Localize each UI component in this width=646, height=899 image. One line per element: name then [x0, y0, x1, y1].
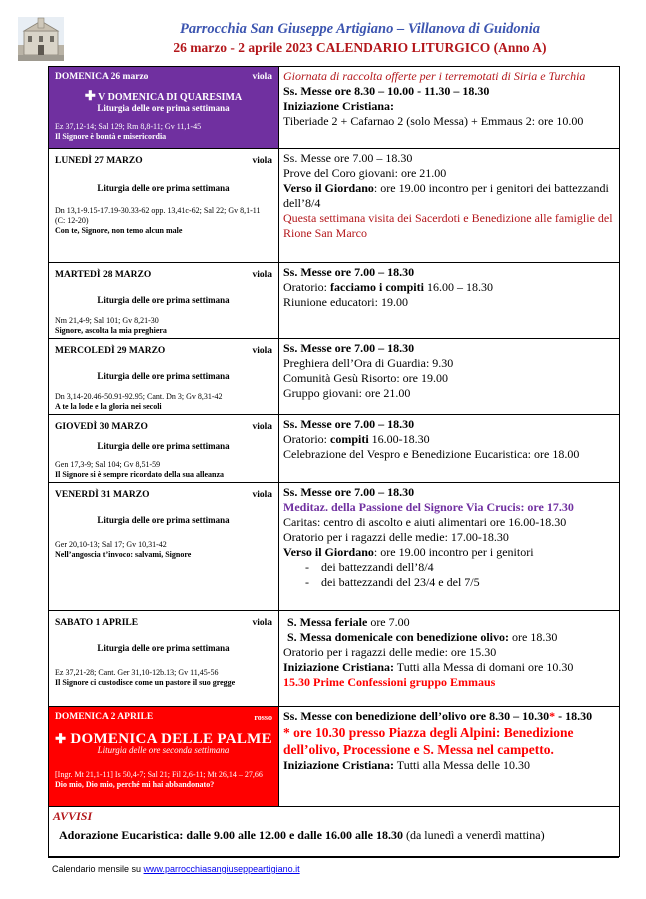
readings: Dn 13,1-9.15-17.19-30.33-62 opp. 13,41c-62; Sal 22; Gv 8,1-11 (C: 12-20)	[55, 206, 261, 225]
header	[0, 0, 646, 66]
day-label: MARTEDÌ 28 MARZO	[55, 270, 152, 280]
event-text: Oratorio: compiti 16.00-18.30	[283, 432, 430, 446]
list-item: - dei battezzandi dell’8/4	[321, 560, 615, 575]
liturgia: Liturgia delle ore prima settimana	[97, 643, 230, 653]
table-row	[49, 707, 620, 807]
psalm: Signore, ascolta la mia preghiera	[55, 326, 167, 335]
events-cell	[279, 483, 620, 611]
event-text: Preghiera dell’Ora di Guardia: 9.30	[283, 356, 454, 370]
mass-times: Ss. Messe ore 8.30 – 10.00 - 11.30 – 18.30	[283, 84, 490, 98]
day-cell	[49, 149, 279, 263]
day-cell	[49, 415, 279, 483]
event-text: * ore 10.30 presso Piazza degli Alpini: Benedizione dell’olivo, Processione e S. Messa nel campetto.	[283, 725, 574, 757]
event-text: Gruppo giovani: ore 21.00	[283, 386, 411, 400]
liturgia: Liturgia delle ore seconda settimana	[97, 745, 230, 755]
day-cell	[49, 707, 279, 807]
liturgia: Liturgia delle ore prima settimana	[97, 103, 230, 113]
events-cell	[279, 707, 620, 807]
readings: Gen 17,3-9; Sal 104; Gv 8,51-59	[55, 460, 161, 469]
day-label: VENERDÌ 31 MARZO	[55, 490, 150, 500]
event-text: Verso il Giordano: ore 19.00 incontro per i genitori	[283, 545, 534, 559]
event-text: Meditaz. della Passione del Signore Via Crucis: ore 17.30	[283, 500, 574, 514]
day-cell	[49, 339, 279, 415]
event-text: Oratorio per i ragazzi delle medie: ore 15.30	[283, 645, 497, 659]
liturgia: Liturgia delle ore prima settimana	[97, 295, 230, 305]
event-text: 15.30 Prime Confessioni gruppo Emmaus	[283, 675, 496, 689]
mass-times: Ss. Messe ore 7.00 – 18.30	[283, 417, 415, 431]
day-label: SABATO 1 APRILE	[55, 618, 139, 628]
feast-name: V DOMENICA DI QUARESIMA	[98, 92, 243, 103]
day-cell	[49, 611, 279, 707]
liturgia: Liturgia delle ore prima settimana	[97, 371, 230, 381]
event-text: Oratorio: facciamo i compiti 16.00 – 18.30	[283, 280, 493, 294]
psalm: Dio mio, Dio mio, perché mi hai abbandonato?	[55, 780, 215, 789]
event-text: Oratorio per i ragazzi delle medie: 17.00-18.30	[283, 530, 509, 544]
psalm: Nell’angoscia t’invoco: salvami, Signore	[55, 550, 192, 559]
table-row	[49, 415, 620, 483]
readings: [Ingr. Mt 21,1-11] Is 50,4-7; Sal 21; Fil 2,6-11; Mt 26,14 – 27,66	[55, 770, 263, 779]
day-label: DOMENICA 26 marzo	[55, 72, 149, 82]
event-text: Giornata di raccolta offerte per i terremotati di Siria e Turchia	[283, 69, 586, 83]
day-label: LUNEDÌ 27 MARZO	[55, 156, 143, 166]
avvisi-title: AVVISI	[53, 809, 93, 823]
table-row	[49, 611, 620, 707]
day-label: MERCOLEDÌ 29 MARZO	[55, 346, 166, 356]
event-text: Iniziazione Cristiana: Tutti alla Messa delle 10.30	[283, 758, 530, 772]
liturgical-color: viola	[252, 156, 272, 166]
event-text: Celebrazione del Vespro e Benedizione Eucaristica: ore 18.00	[283, 447, 580, 461]
avvisi-cell	[49, 807, 620, 857]
day-label: GIOVEDÌ 30 MARZO	[55, 422, 148, 432]
liturgical-color: viola	[252, 618, 272, 628]
psalm: A te la lode e la gloria nei secoli	[55, 402, 162, 411]
readings: Ger 20,10-13; Sal 17; Gv 10,31-42	[55, 540, 167, 549]
calendar-subtitle: 26 marzo - 2 aprile 2023 CALENDARIO LITURGICO (Anno A)	[173, 40, 547, 55]
footer-divider	[48, 857, 619, 858]
bullet-list	[283, 560, 615, 590]
footer	[52, 864, 300, 874]
mass-times: Ss. Messe con benedizione dell’olivo ore 8.30 – 10.30* - 18.30	[283, 709, 593, 723]
psalm: Con te, Signore, non temo alcun male	[55, 226, 183, 235]
parish-title: Parrocchia San Giuseppe Artigiano – Villanova di Guidonia	[179, 21, 540, 37]
event-text: S. Messa feriale ore 7.00	[287, 615, 410, 629]
event-text: Riunione educatori: 19.00	[283, 295, 408, 309]
day-cell	[49, 263, 279, 339]
liturgia: Liturgia delle ore prima settimana	[97, 441, 230, 451]
event-text: Caritas: centro di ascolto e aiuti alimentari ore 16.00-18.30	[283, 515, 567, 529]
church-logo-icon	[18, 17, 64, 61]
footer-label: Calendario mensile su	[52, 864, 144, 874]
event-text: Questa settimana visita dei Sacerdoti e Benedizione alle famiglie del Rione San Marco	[283, 211, 613, 240]
readings: Ez 37,21-28; Cant. Ger 31,10-12b.13; Gv 11,45-56	[55, 668, 219, 677]
liturgical-color: viola	[252, 270, 272, 280]
cross-icon: ✚	[55, 731, 67, 746]
event-text: Tiberiade 2 + Cafarnao 2 (solo Messa) + Emmaus 2: ore 10.00	[283, 114, 584, 128]
mass-times: Ss. Messe ore 7.00 – 18.30	[283, 485, 415, 499]
events-cell	[279, 339, 620, 415]
liturgia: Liturgia delle ore prima settimana	[97, 183, 230, 193]
day-cell	[49, 483, 279, 611]
psalm: Il Signore si è sempre ricordato della sua alleanza	[55, 470, 225, 479]
table-row	[49, 339, 620, 415]
event-text: S. Messa domenicale con benedizione olivo: ore 18.30	[287, 630, 558, 644]
psalm: Il Signore ci custodisce come un pastore il suo gregge	[55, 678, 236, 687]
event-text: Verso il Giordano: ore 19.00 incontro per i genitori dei battezzandi dell’8/4	[283, 181, 609, 210]
table-row	[49, 67, 620, 149]
avvisi-text: Adorazione Eucaristica: dalle 9.00 alle 12.00 e dalle 16.00 alle 18.30 (da lunedì a venerdì mattina)	[59, 828, 545, 842]
event-text: Iniziazione Cristiana: Tutti alla Messa di domani ore 10.30	[283, 660, 574, 674]
event-text: Comunità Gesù Risorto: ore 19.00	[283, 371, 448, 385]
events-cell	[279, 611, 620, 707]
mass-times: Ss. Messe ore 7.00 – 18.30	[283, 265, 415, 279]
liturgical-calendar-table	[48, 66, 620, 857]
mass-times: Ss. Messe ore 7.00 – 18.30	[283, 151, 413, 165]
liturgical-color: viola	[252, 490, 272, 500]
cross-icon: ✚	[84, 88, 96, 103]
liturgical-color: rosso	[254, 713, 272, 722]
list-item: - dei battezzandi del 23/4 e del 7/5	[321, 575, 615, 590]
day-cell	[49, 67, 279, 149]
events-cell	[279, 415, 620, 483]
website-link[interactable]: www.parrocchiasangiuseppeartigiano.it	[143, 864, 300, 874]
readings: Nm 21,4-9; Sal 101; Gv 8,21-30	[55, 316, 159, 325]
day-label: DOMENICA 2 APRILE	[55, 712, 154, 722]
feast-name: DOMENICA DELLE PALME	[70, 731, 272, 747]
events-cell	[279, 263, 620, 339]
liturgical-color: viola	[252, 422, 272, 432]
readings: Dn 3,14-20.46-50.91-92.95; Cant. Dn 3; Gv 8,31-42	[55, 392, 223, 401]
event-text: Iniziazione Cristiana:	[283, 99, 394, 113]
table-row	[49, 263, 620, 339]
mass-times: Ss. Messe ore 7.00 – 18.30	[283, 341, 415, 355]
table-row	[49, 149, 620, 263]
readings: Ez 37,12-14; Sal 129; Rm 8,8-11; Gv 11,1-45	[55, 122, 202, 131]
table-row	[49, 483, 620, 611]
psalm: Il Signore è bontà e misericordia	[55, 132, 167, 141]
table-row	[49, 807, 620, 857]
liturgical-color: viola	[252, 72, 272, 82]
events-cell	[279, 149, 620, 263]
events-cell	[279, 67, 620, 149]
liturgia: Liturgia delle ore prima settimana	[97, 515, 230, 525]
liturgical-color: viola	[252, 346, 272, 356]
event-text: Prove del Coro giovani: ore 21.00	[283, 166, 447, 180]
